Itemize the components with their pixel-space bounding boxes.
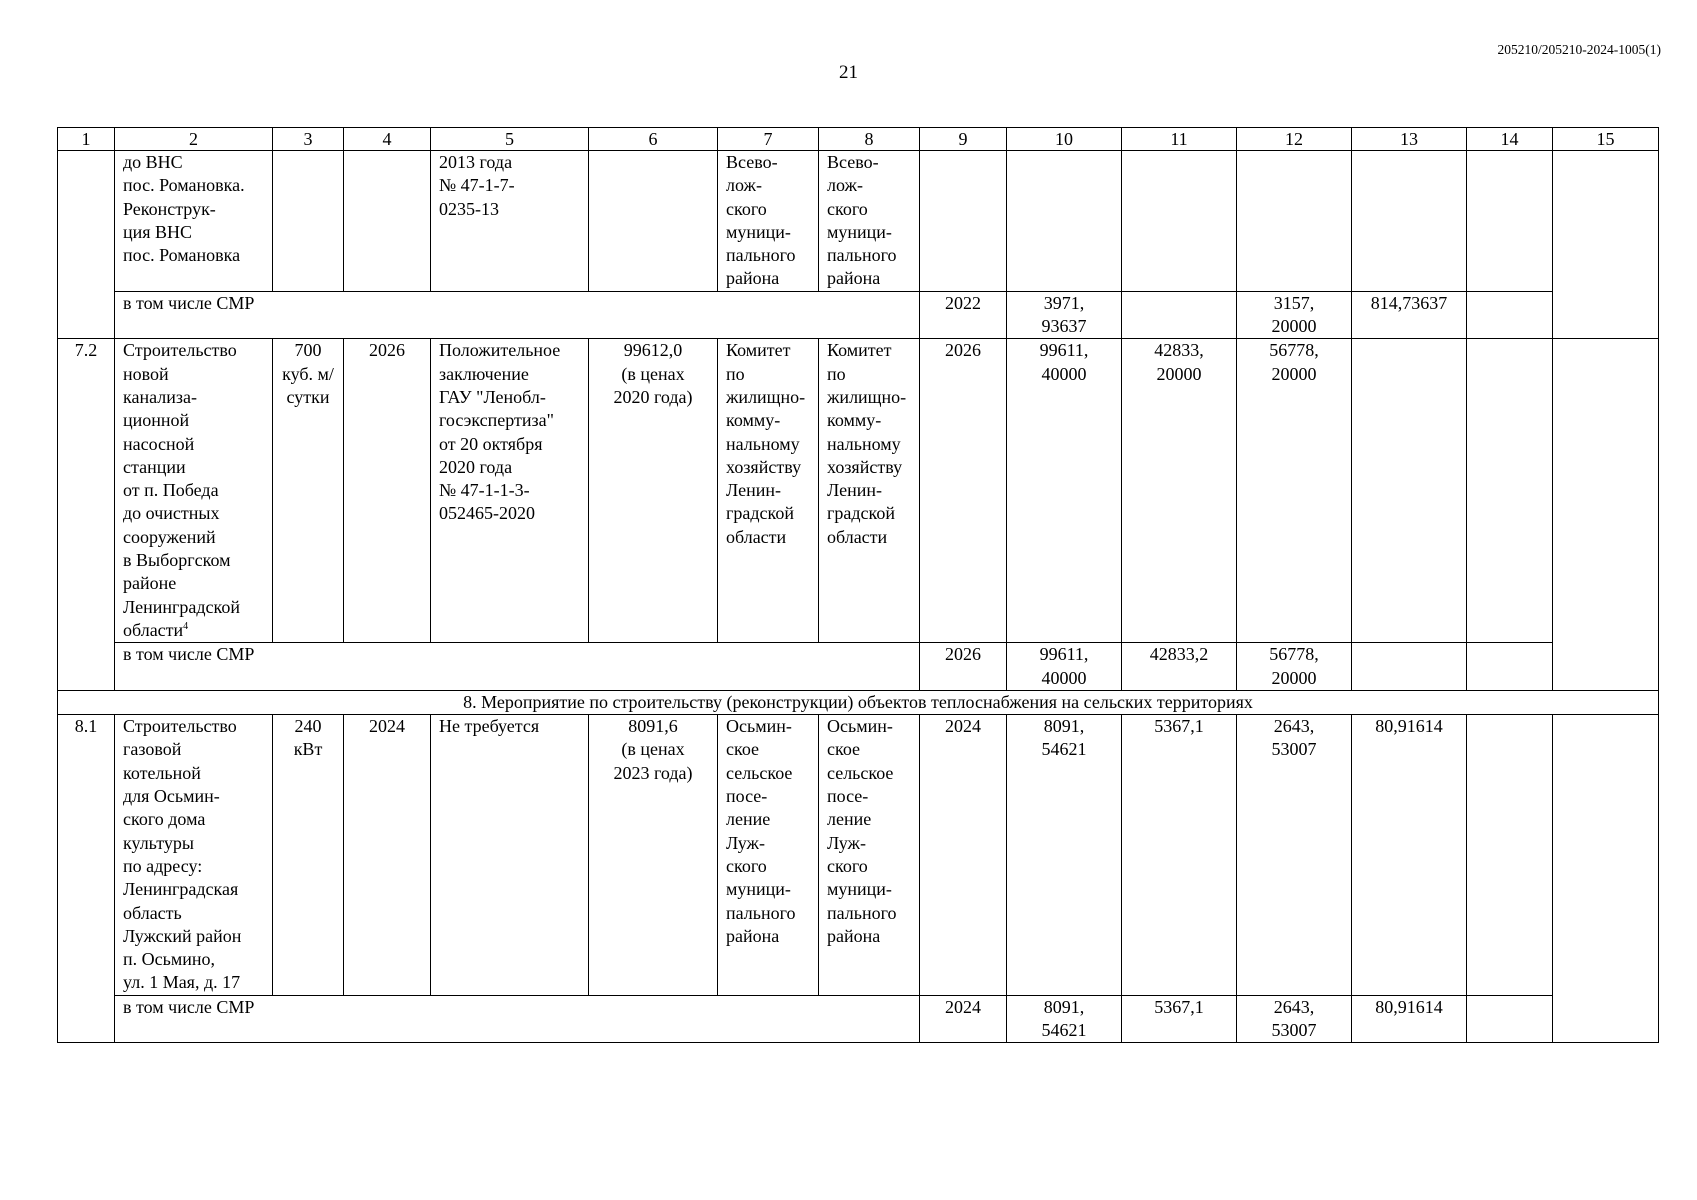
column-header: 15 xyxy=(1553,128,1659,151)
column-header: 3 xyxy=(273,128,344,151)
col14-cell xyxy=(1467,339,1553,643)
col14-cell xyxy=(1467,291,1553,339)
col12-cell: 56778, 20000 xyxy=(1237,339,1352,643)
col13-cell: 80,91614 xyxy=(1352,995,1467,1043)
year-cell xyxy=(920,151,1007,292)
col8-cell: Всево- лож- ского муници- пального района xyxy=(819,151,920,292)
object-name-cell: до ВНС пос. Романовка. Реконструк- ция ВНС пос. Романовка xyxy=(115,151,273,292)
col8-cell: Осьмин- ское сельское посе- ление Луж- ского муници- пального района xyxy=(819,715,920,996)
document-id: 205210/205210-2024-1005(1) xyxy=(1497,42,1661,57)
col13-cell xyxy=(1352,643,1467,691)
col13-cell: 814,73637 xyxy=(1352,291,1467,339)
col14-cell xyxy=(1467,715,1553,996)
object-name-cell: Строительство газовой котельной для Осьмин- ского дома культуры по адресу: Ленинградская область Лужский район п. Осьмино, ул. 1 Мая, д. 17 xyxy=(115,715,273,996)
cost-cell: 8091,6 (в ценах 2023 года) xyxy=(589,715,718,996)
table-row xyxy=(58,715,1659,996)
table-row xyxy=(58,151,1659,292)
data-table xyxy=(57,127,1659,1043)
col10-cell: 3971, 93637 xyxy=(1007,291,1122,339)
col10-cell: 99611, 40000 xyxy=(1007,339,1122,643)
smr-label: в том числе СМР xyxy=(115,995,920,1043)
col4-cell: 2024 xyxy=(344,715,431,996)
col14-cell xyxy=(1467,995,1553,1043)
column-header: 5 xyxy=(431,128,589,151)
col8-cell: Комитет по жилищно- комму- нальному хозяйству Ленин- градской области xyxy=(819,339,920,643)
col14-cell xyxy=(1467,151,1553,292)
col13-cell xyxy=(1352,151,1467,292)
smr-row xyxy=(58,643,1659,691)
year-cell: 2026 xyxy=(920,339,1007,643)
col15-cell xyxy=(1553,339,1659,690)
col11-cell xyxy=(1122,151,1237,292)
smr-label: в том числе СМР xyxy=(115,643,920,691)
column-header: 2 xyxy=(115,128,273,151)
col15-cell xyxy=(1553,151,1659,339)
capacity-cell: 700 куб. м/ сутки xyxy=(273,339,344,643)
column-header: 13 xyxy=(1352,128,1467,151)
cost-cell xyxy=(589,151,718,292)
column-header-row xyxy=(58,128,1659,151)
col15-cell xyxy=(1553,715,1659,1043)
col12-cell: 2643, 53007 xyxy=(1237,715,1352,996)
col12-cell: 56778, 20000 xyxy=(1237,643,1352,691)
col7-cell: Осьмин- ское сельское посе- ление Луж- ского муници- пального района xyxy=(718,715,819,996)
column-header: 1 xyxy=(58,128,115,151)
year-cell: 2022 xyxy=(920,291,1007,339)
expertise-cell: Не требуется xyxy=(431,715,589,996)
col11-cell: 42833,2 xyxy=(1122,643,1237,691)
col4-cell: 2026 xyxy=(344,339,431,643)
column-header: 14 xyxy=(1467,128,1553,151)
object-name: Строительство новой канализа- ционной насосной станции от п. Победа до очистных сооружений в Выборгском районе Ленинградской области xyxy=(123,340,240,640)
col14-cell xyxy=(1467,643,1553,691)
row-number-cell xyxy=(58,151,115,339)
column-header: 9 xyxy=(920,128,1007,151)
year-cell: 2024 xyxy=(920,995,1007,1043)
col10-cell: 99611, 40000 xyxy=(1007,643,1122,691)
capacity-cell: 240 кВт xyxy=(273,715,344,996)
smr-label: в том числе СМР xyxy=(115,291,920,339)
section-row xyxy=(58,690,1659,714)
row-number-cell: 7.2 xyxy=(58,339,115,690)
col11-cell xyxy=(1122,291,1237,339)
column-header: 11 xyxy=(1122,128,1237,151)
column-header: 12 xyxy=(1237,128,1352,151)
col11-cell: 5367,1 xyxy=(1122,995,1237,1043)
col7-cell: Комитет по жилищно- комму- нальному хозяйству Ленин- градской области xyxy=(718,339,819,643)
smr-row xyxy=(58,291,1659,339)
col11-cell: 42833, 20000 xyxy=(1122,339,1237,643)
column-header: 7 xyxy=(718,128,819,151)
col7-cell: Всево- лож- ского муници- пального района xyxy=(718,151,819,292)
col10-cell: 8091, 54621 xyxy=(1007,995,1122,1043)
capacity-cell xyxy=(273,151,344,292)
expertise-cell: Положительное заключение ГАУ "Ленобл- госэкспертиза" от 20 октября 2020 года № 47-1-1-3- 052465-2020 xyxy=(431,339,589,643)
expertise-cell: 2013 года № 47-1-7- 0235-13 xyxy=(431,151,589,292)
footnote-mark: 4 xyxy=(183,620,189,632)
page-number: 21 xyxy=(839,62,858,83)
col10-cell xyxy=(1007,151,1122,292)
col12-cell xyxy=(1237,151,1352,292)
section-title: 8. Мероприятие по строительству (реконструкции) объектов теплоснабжения на сельских территориях xyxy=(58,690,1659,714)
object-name-cell xyxy=(115,339,273,643)
smr-row xyxy=(58,995,1659,1043)
col12-cell: 3157, 20000 xyxy=(1237,291,1352,339)
year-cell: 2024 xyxy=(920,715,1007,996)
col4-cell xyxy=(344,151,431,292)
table-row xyxy=(58,339,1659,643)
cost-cell: 99612,0 (в ценах 2020 года) xyxy=(589,339,718,643)
col13-cell: 80,91614 xyxy=(1352,715,1467,996)
column-header: 6 xyxy=(589,128,718,151)
row-number-cell: 8.1 xyxy=(58,715,115,1043)
col12-cell: 2643, 53007 xyxy=(1237,995,1352,1043)
column-header: 10 xyxy=(1007,128,1122,151)
column-header: 4 xyxy=(344,128,431,151)
col11-cell: 5367,1 xyxy=(1122,715,1237,996)
column-header: 8 xyxy=(819,128,920,151)
col13-cell xyxy=(1352,339,1467,643)
col10-cell: 8091, 54621 xyxy=(1007,715,1122,996)
year-cell: 2026 xyxy=(920,643,1007,691)
